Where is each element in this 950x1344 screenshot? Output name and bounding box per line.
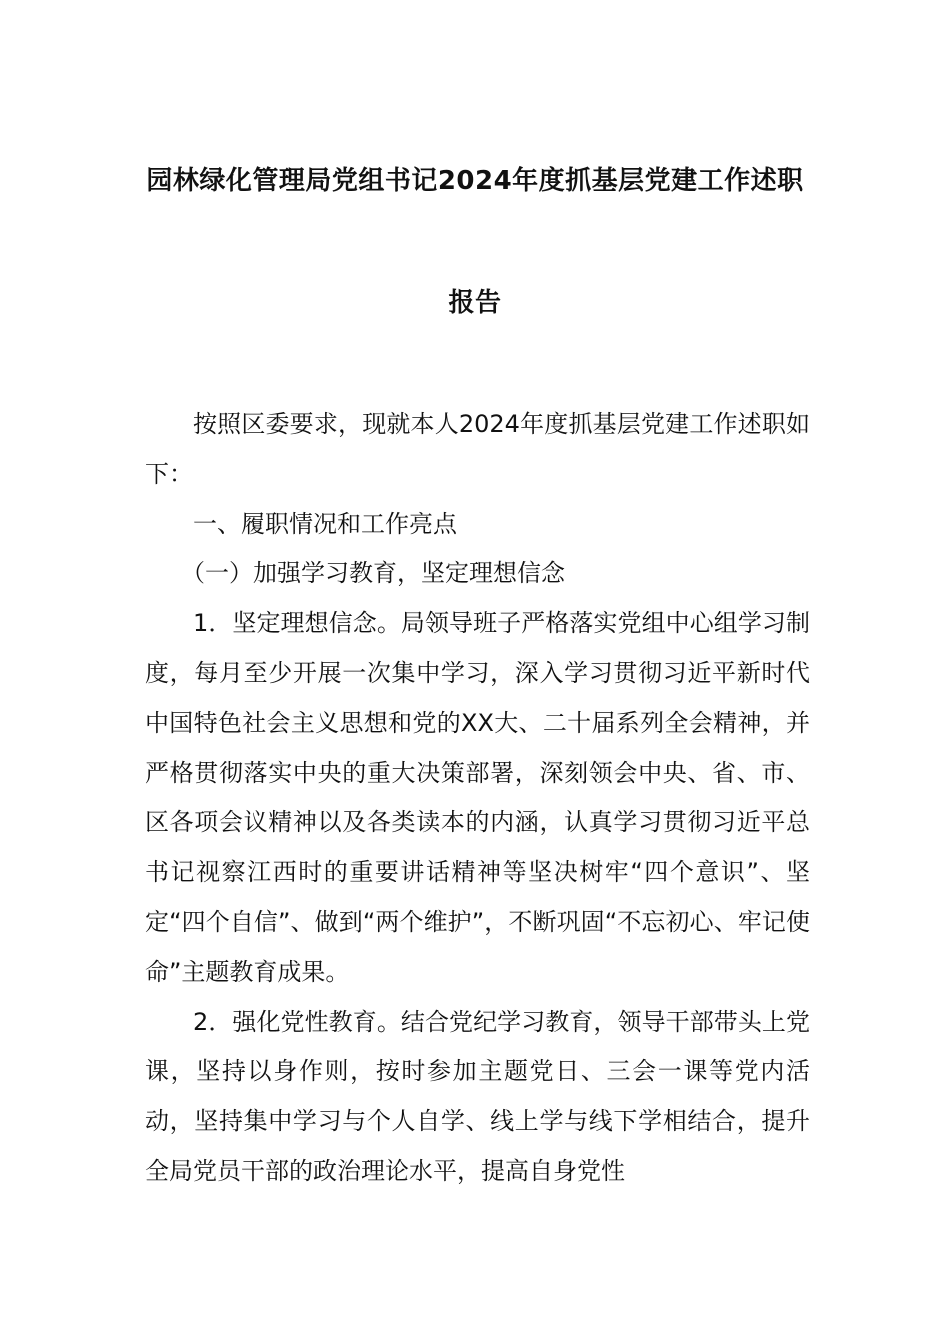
subsection-heading-1: （一）加强学习教育，坚定理想信念 (181, 559, 565, 588)
document-title-line-1: 园林绿化管理局党组书记2024年度抓基层党建工作述职 (146, 166, 804, 196)
document-title-line-2: 报告 (448, 288, 502, 318)
body-paragraph-1: 1．坚定理想信念。局领导班子严格落实党组中心组学习制度，每月至少开展一次集中学习，深入学习贯彻习近平新时代中国特色社会主义思想和党的XX大、二十届系列全会精神，并严格贯彻落实中央的重大决策部署，深刻领会中央、省、市、区各项会议精神以及各类读本的内涵，认真学习贯彻习近平总书记视察江西时的重要讲话精神等坚决树牢“四个意识”、坚定“四个自信”、做到“两个维护”，不断巩固“不忘初心、牢记使命”主题教育成果。 (145, 609, 810, 986)
body-paragraph-2: 2．强化党性教育。结合党纪学习教育，领导干部带头上党课，坚持以身作则，按时参加主题党日、三会一课等党内活动，坚持集中学习与个人自学、线上学与线下学相结合，提升全局党员干部的政治理论水平，提高自身党性 (145, 1007, 810, 1185)
section-heading-1: 一、履职情况和工作亮点 (193, 509, 457, 538)
document-body (145, 400, 810, 1197)
intro-paragraph: 按照区委要求，现就本人2024年度抓基层党建工作述职如下： (145, 410, 810, 488)
